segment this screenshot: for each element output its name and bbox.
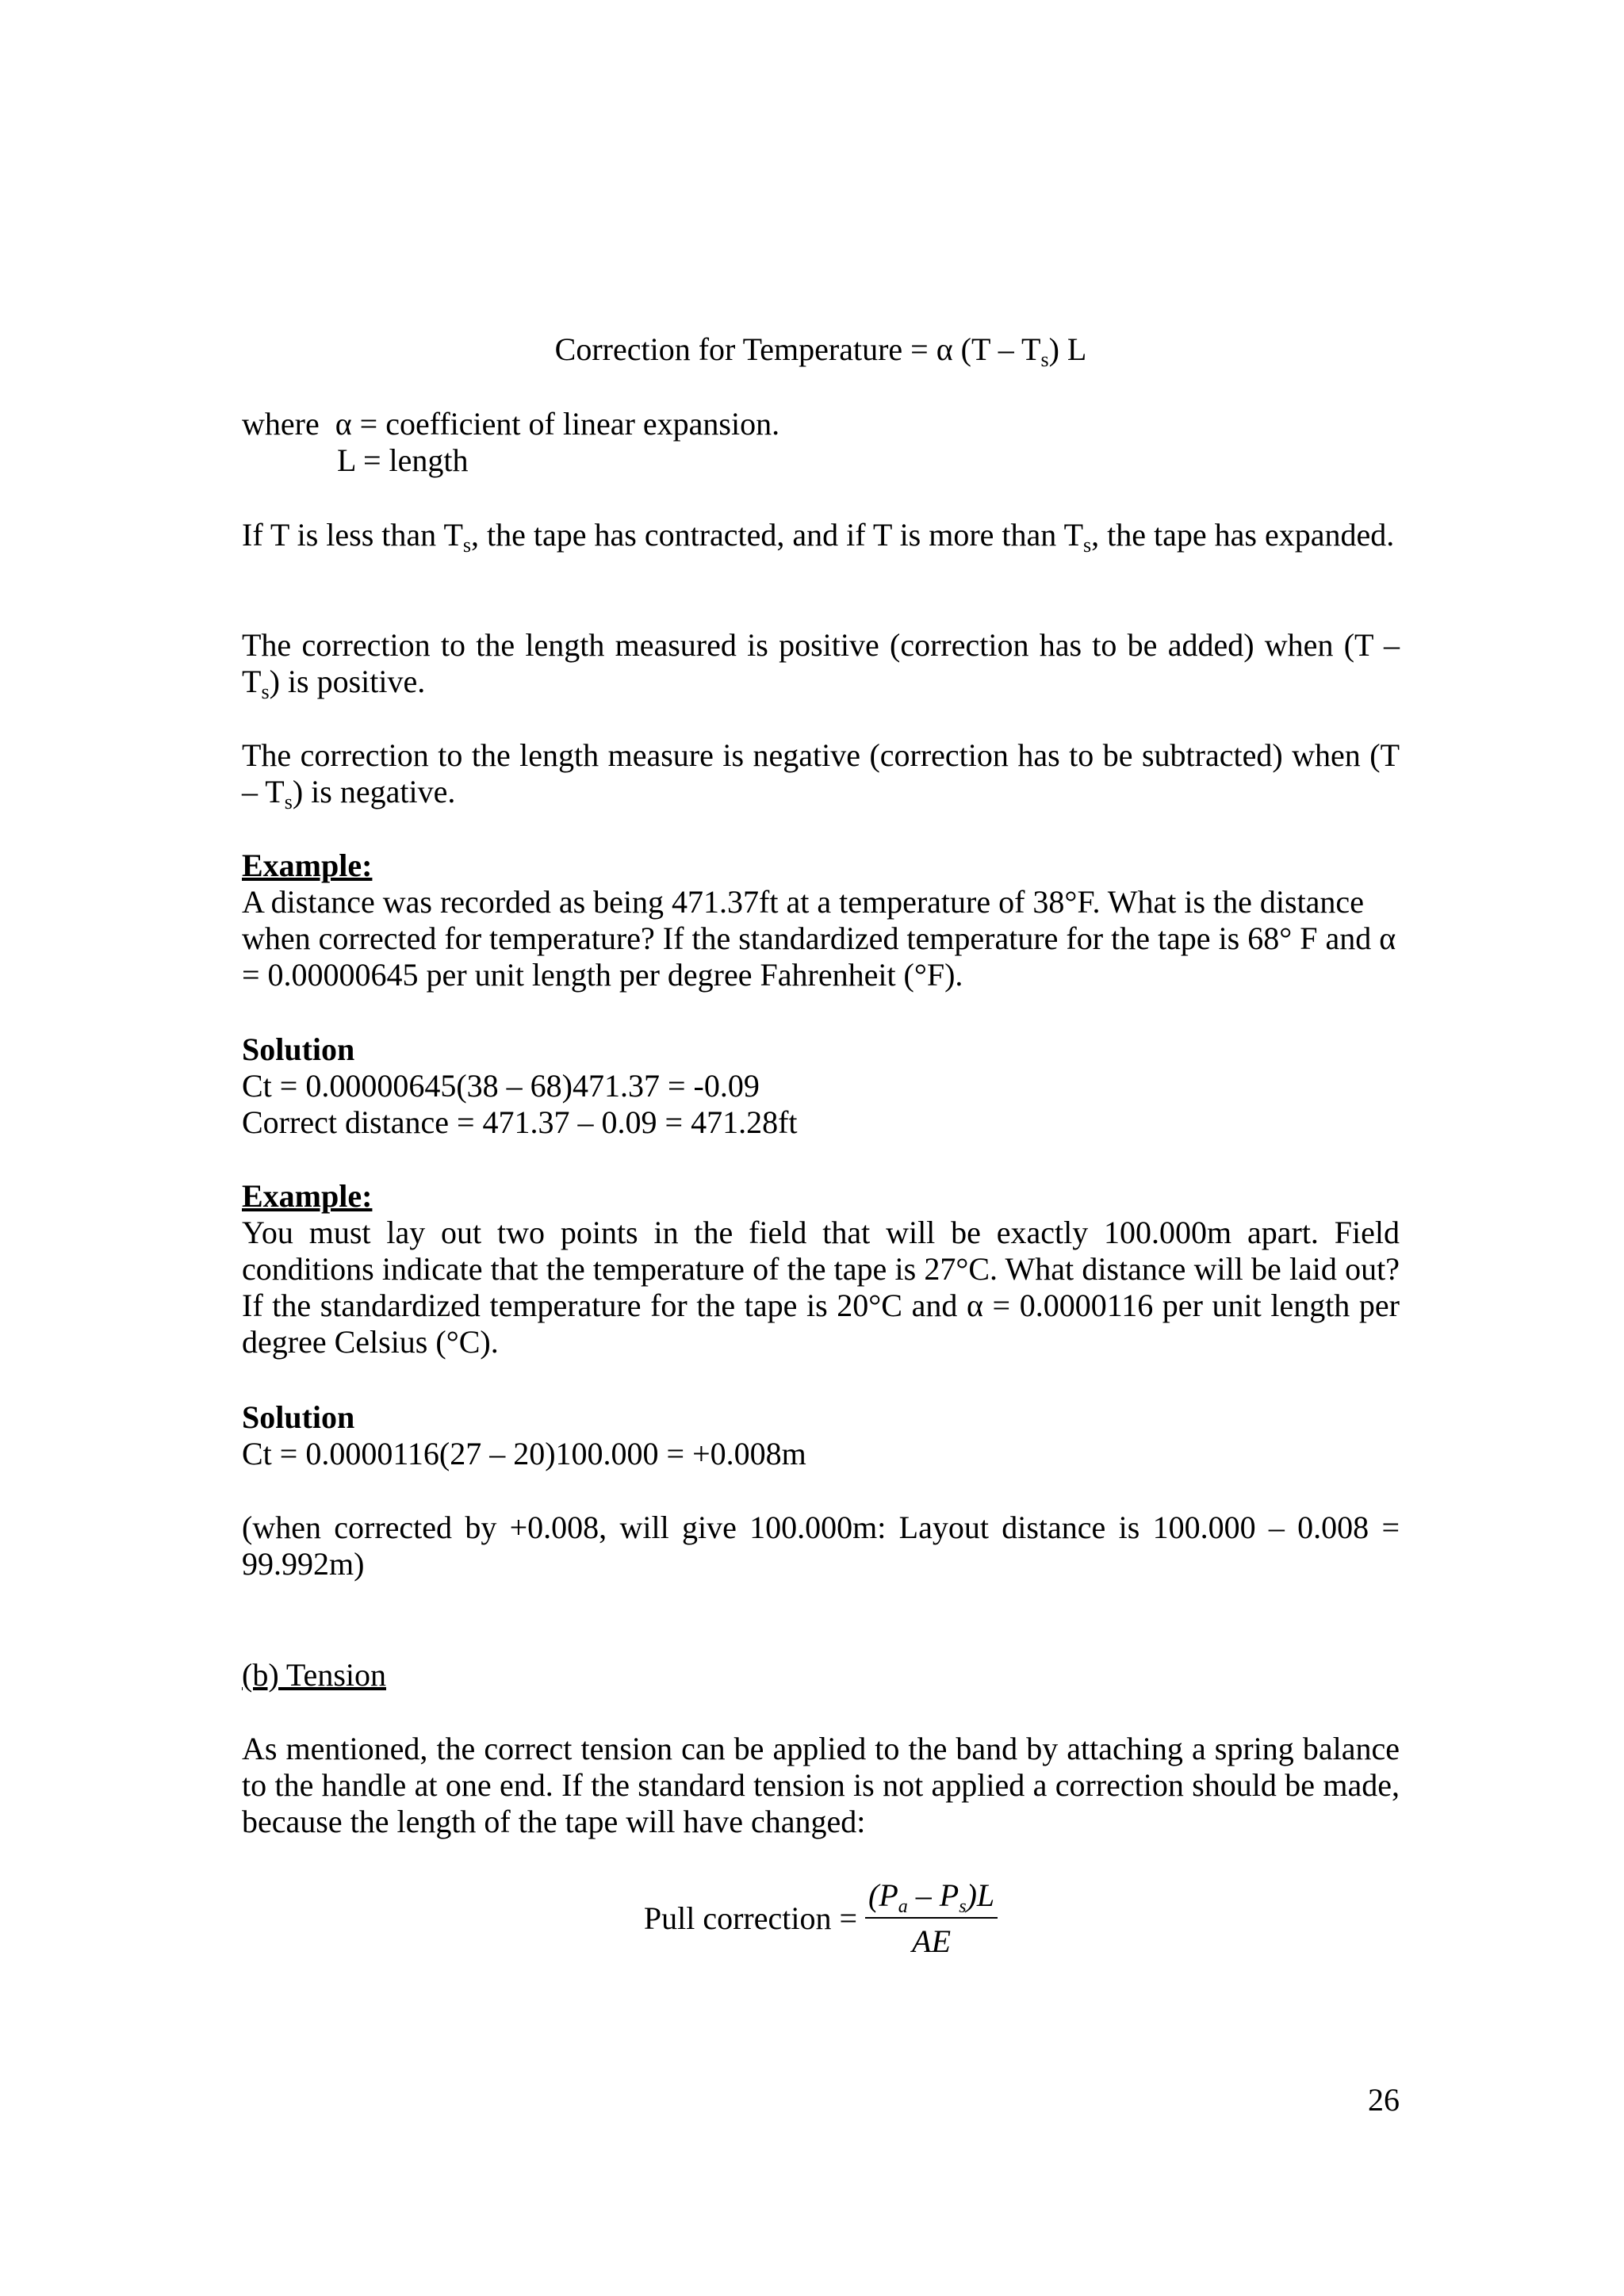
example-1-heading: Example: xyxy=(242,848,373,883)
layout-distance-note: (when corrected by +0.008, will give 100.000m: Layout distance is 100.000 – 0.008 = 99.992m) xyxy=(242,1510,1400,1582)
temperature-correction-formula xyxy=(242,331,1400,371)
example-1-solution xyxy=(242,1031,1400,1141)
tension-paragraph: As mentioned, the correct tension can be applied to the band by attaching a spring balance to the handle at one end. If the standard tension is not applied a correction should be made, because the length of the tape will have changed: xyxy=(242,1731,1400,1839)
pull-correction-label: Pull correction = xyxy=(643,1900,858,1936)
example-1-text: A distance was recorded as being 471.37ft at a temperature of 38°F. What is the distance when corrected for temperature? If the standardized temperature for the tape is 68° F and α = 0.00000645 per unit length per degree Fahrenheit (°F). xyxy=(242,884,1396,993)
pull-correction-fraction xyxy=(865,1877,998,1960)
example-1 xyxy=(242,848,1400,993)
formula-subscript: s xyxy=(1040,348,1049,371)
paragraph-positive-correction: The correction to the length measured is positive (correction has to be added) when $(T - T_s)$ is positive. xyxy=(242,627,1400,703)
length-definition: L = length xyxy=(337,442,469,478)
formula-text: Correction for Temperature = α (T – T xyxy=(554,331,1041,367)
fraction-denominator: AE xyxy=(912,1923,952,1959)
document-page xyxy=(242,0,1400,2296)
solution-1-line-2: Correct distance = 471.37 – 0.09 = 471.28ft xyxy=(242,1104,798,1140)
solution-2-line-1: Ct = 0.0000116(27 – 20)100.000 = +0.008m xyxy=(242,1436,806,1471)
example-2-heading: Example: xyxy=(242,1178,373,1214)
solution-1-line-1: Ct = 0.00000645(38 – 68)471.37 = -0.09 xyxy=(242,1068,760,1104)
paragraph-negative-correction: The correction to the length measure is negative (correction has to be subtracted) when $(T - T_s)$ is negative. xyxy=(242,737,1400,813)
example-2-solution xyxy=(242,1399,1400,1472)
example-2 xyxy=(242,1178,1400,1360)
pull-correction-formula xyxy=(242,1877,1400,1960)
example-2-text: You must lay out two points in the field that will be exactly 100.000m apart. Field conditions indicate that the temperature of the tape is 27°C. What distance will be laid out? If the standardized temperature for the tape is 20°C and α = 0.0000116 per unit length per degree Celsius (°C). xyxy=(242,1215,1400,1360)
formula-tail: ) L xyxy=(1048,331,1087,367)
solution-1-heading: Solution xyxy=(242,1031,355,1067)
where-label: where xyxy=(242,406,320,442)
solution-2-heading: Solution xyxy=(242,1399,355,1435)
alpha-definition: α = coefficient of linear expansion. xyxy=(335,406,780,442)
where-definitions xyxy=(242,406,1400,479)
fraction-numerator: $(P_a - P_s)L$ xyxy=(865,1877,998,1919)
paragraph-contraction: If T is less than $T_s$, the tape has contracted, and if T is more than $T_s$, the tape has expanded. xyxy=(242,517,1395,557)
page-number: 26 xyxy=(1368,2082,1400,2118)
section-heading-tension: (b) Tension xyxy=(242,1657,386,1693)
